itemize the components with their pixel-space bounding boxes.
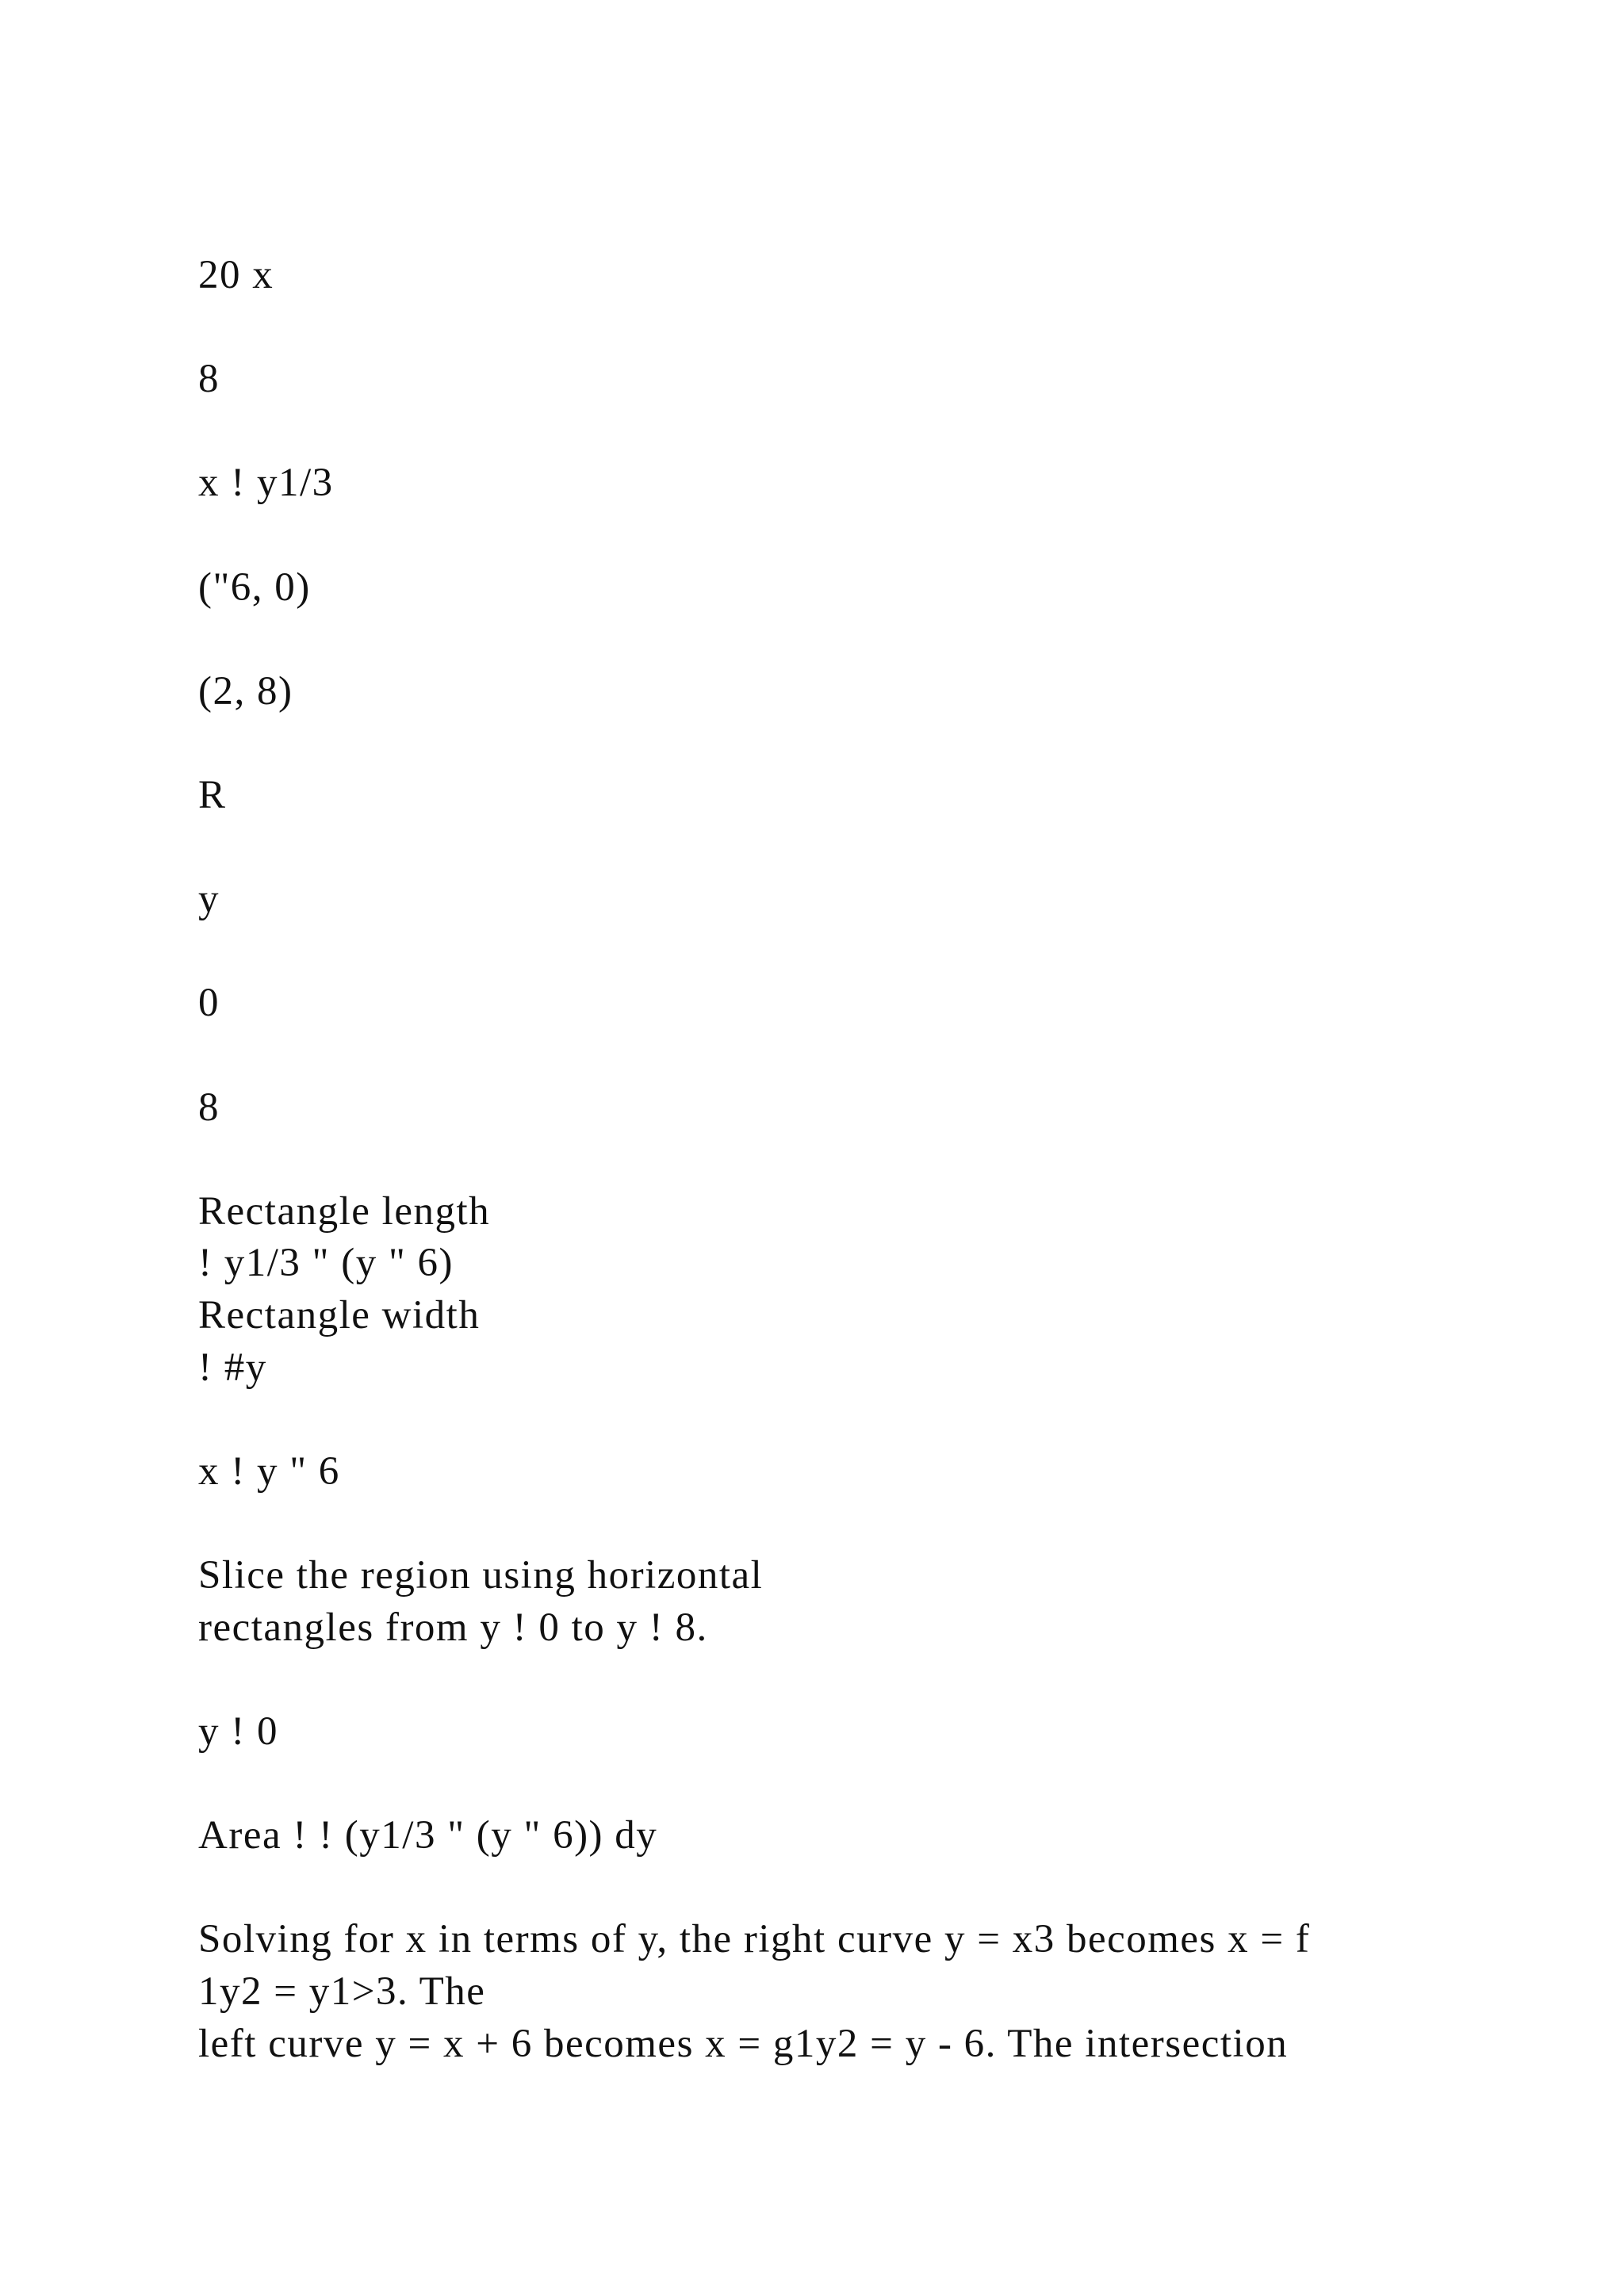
text-line: 20 x bbox=[198, 253, 274, 297]
text-line: Solving for x in terms of y, the right curve y = x3 becomes x = f bbox=[198, 1917, 1311, 1961]
text-line: 8 bbox=[198, 357, 220, 401]
text-line: x ! y1/3 bbox=[198, 461, 334, 505]
text-line: Slice the region using horizontal bbox=[198, 1553, 764, 1598]
text-line: x ! y " 6 bbox=[198, 1449, 340, 1494]
text-line: left curve y = x + 6 becomes x = g1y2 = y - 6. The intersection bbox=[198, 2022, 1289, 2066]
text-line: rectangles from y ! 0 to y ! 8. bbox=[198, 1605, 708, 1650]
text-line: y ! 0 bbox=[198, 1709, 278, 1754]
text-line: Area ! ! (y1/3 " (y " 6)) dy bbox=[198, 1813, 658, 1858]
text-line: ! y1/3 " (y " 6) bbox=[198, 1241, 454, 1285]
text-line: R bbox=[198, 773, 227, 817]
text-line: (2, 8) bbox=[198, 669, 293, 714]
text-line: y bbox=[198, 877, 220, 921]
text-line: 8 bbox=[198, 1085, 220, 1130]
text-line: 0 bbox=[198, 981, 220, 1025]
text-line: 1y2 = y1>3. The bbox=[198, 1969, 486, 2014]
text-line: Rectangle length bbox=[198, 1189, 491, 1234]
text-line: ("6, 0) bbox=[198, 565, 311, 610]
text-line: Rectangle width bbox=[198, 1293, 481, 1337]
text-line: ! #y bbox=[198, 1345, 267, 1390]
